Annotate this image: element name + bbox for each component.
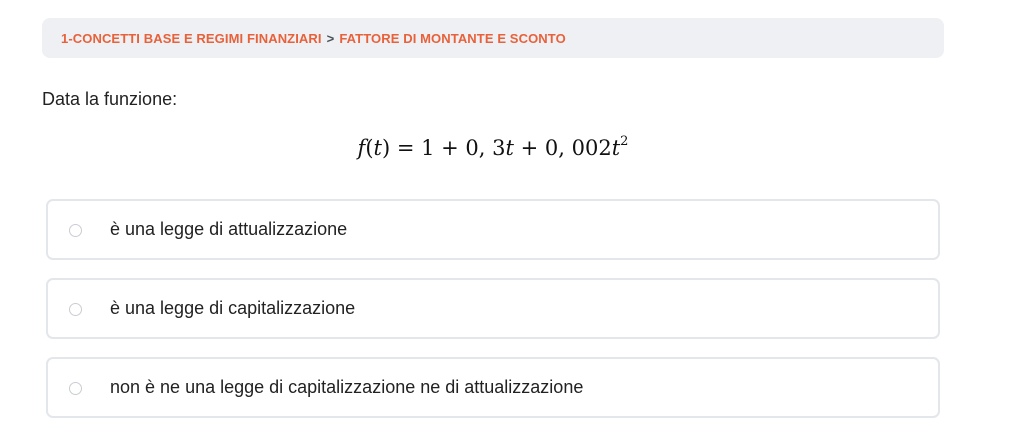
formula-equals-part: ) = 1 + 0, 3	[381, 136, 506, 160]
radio-button[interactable]	[69, 382, 82, 395]
question-formula	[0, 136, 986, 160]
answer-options	[46, 199, 940, 436]
formula-mid-part: + 0, 002	[513, 136, 612, 160]
answer-label: è una legge di attualizzazione	[110, 219, 348, 239]
formula-f: f	[357, 136, 366, 160]
radio-button[interactable]	[69, 224, 82, 237]
formula-t-quadratic: t	[611, 136, 621, 160]
formula-t-linear: t	[505, 136, 514, 160]
formula-t: t	[373, 136, 382, 160]
answer-label: è una legge di capitalizzazione	[110, 298, 356, 318]
breadcrumb-section-link[interactable]: 1-CONCETTI BASE E REGIMI FINANZIARI	[61, 30, 322, 46]
answer-label: non è ne una legge di capitalizzazione ne di attualizzazione	[110, 377, 584, 397]
answer-option[interactable]	[46, 199, 940, 260]
answer-option[interactable]	[46, 357, 940, 418]
formula-exponent: 2	[620, 134, 629, 149]
answer-option[interactable]	[46, 278, 940, 339]
question-prompt: Data la funzione:	[42, 89, 178, 109]
radio-button[interactable]	[69, 303, 82, 316]
formula-open-paren: (	[365, 136, 374, 160]
breadcrumb-separator: >	[326, 30, 335, 46]
breadcrumb-topic-link[interactable]: FATTORE DI MONTANTE E SCONTO	[339, 30, 566, 46]
breadcrumb	[42, 18, 944, 58]
